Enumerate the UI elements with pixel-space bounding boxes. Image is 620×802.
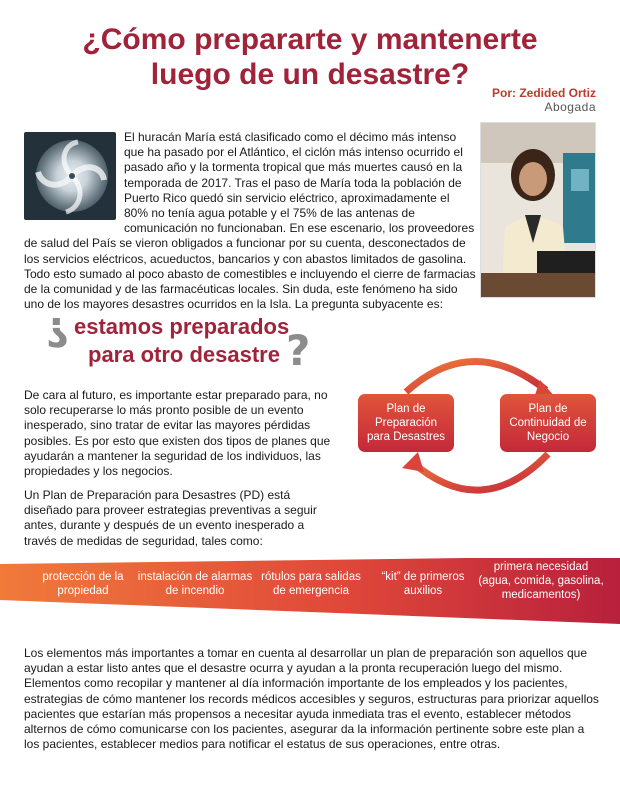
- page-title: [40, 22, 580, 92]
- future-paragraph: De cara al futuro, es importante estar preparado para, no solo recuperarse lo más pronto posible de un evento inesperado, sino tratar de evitar las mayores pérdidas posibles. Es por esto que existen dos tipos de planes que ayudarán a mantener la seguridad de los individuos, las propiedades y los negocios.: [24, 388, 331, 479]
- cycle-arrow-bottom: [412, 454, 548, 490]
- plan-continuidad-box: Plan de Continuidad de Negocio: [500, 394, 596, 452]
- question-mark-icon: ?: [286, 326, 311, 375]
- plan-preparacion-box: Plan de Preparación para Desastres: [358, 394, 454, 452]
- cycle-arrow-top: [406, 361, 546, 392]
- band-item-rotulos: rótulos para salidas de emergencia: [261, 571, 361, 597]
- byline: [492, 86, 596, 115]
- intro-text: El huracán María está clasificado como el décimo más intenso que ha pasado por el Atlántico, el ciclón más intenso ocurrido el pasado año y la tormenta tropical que más muertes causó en la temporada de 2017. Tras el paso de María toda la población de Puerto Rico quedó sin servicio eléctrico, aproximadamente el 80% no tenía agua potable y el 75% de las antenas de comunicación no funcionaban. En ese escenario, los proveedores de salud del País se vieron obligados a funcionar por su cuenta, desconectados de los servicios eléctricos, acueductos, bancarios y con abastos limitados de gasolina. Todo esto sumado al poco abasto de comestibles e incluyendo el cierre de farmacias de la comunidad y de las farmacéuticas locales. Sin duda, este fenómeno ha sido uno de los mayores desastres ocurridos en la Isla. La pregunta subyacente es:: [24, 130, 476, 312]
- band-item-alarmas: instalación de alarmas de incendio: [137, 571, 253, 597]
- inverted-question-mark-icon: ?: [46, 308, 70, 354]
- band-item-proteccion: protección de la propiedad: [42, 571, 124, 597]
- author-role: Abogada: [544, 100, 596, 114]
- author-name: Por: Zedided Ortiz: [491, 86, 596, 100]
- title-line-1: ¿Cómo prepararte y mantenerte: [82, 23, 538, 56]
- plans-cycle-diagram: [352, 352, 602, 512]
- question-line-2: para otro desastre: [88, 342, 280, 367]
- intro-paragraph: [24, 130, 476, 312]
- intro-image-wrap: [24, 130, 124, 225]
- band-item-coleccion: colección artículos de primera necesidad (agua, comida, gasolina, medicamentos): [478, 547, 604, 601]
- measures-band: [0, 547, 620, 628]
- question-heading: [44, 306, 334, 384]
- pd-paragraph: Un Plan de Preparación para Desastres (PD) está diseñado para proveer estrategias preventivas a seguir antes, durante y después de un evento inesperado a través de medidas de seguridad, tales como:: [24, 488, 317, 548]
- title-line-2: luego de un desastre?: [150, 58, 470, 91]
- author-portrait: [480, 122, 596, 298]
- closing-paragraph: Los elementos más importantes a tomar en cuenta al desarrollar un plan de preparación son aquellos que ayudan a estar listo antes que el desastre ocurra y ayudan a la pronta recuperación luego del mismo. Elementos como recopilar y mantener al día información importante de los empleados y los pacientes, estrategias de cómo mantener los records médicos accesibles y seguros, estructuras para priorizar aquellos pacientes que estarían más propensos a necesitar ayuda inmediata tras el evento, establecer métodos alternos de cómo comunicarse con los pacientes, asegurar da la información pertinente sobre este plan a los pacientes, establecer medios para notificar el estatus de sus operaciones, entre otras.: [24, 646, 599, 752]
- question-line-1: estamos preparados: [74, 314, 290, 339]
- band-item-kit: “kit” de primeros auxilios: [381, 571, 465, 597]
- cycle-arrowhead-bottom: [402, 452, 424, 472]
